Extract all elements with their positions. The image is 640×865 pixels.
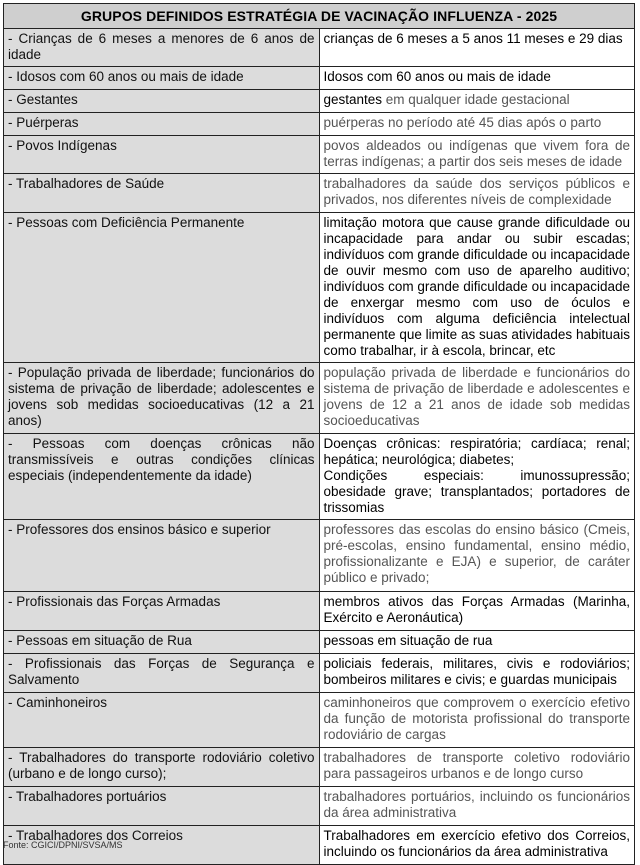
description-prefix: gestantes [323,92,383,107]
group-cell: - Trabalhadores de Saúde [4,174,320,213]
description-cell: professores das escolas do ensino básico (Cmeis, pré-escolas, ensino fundamental, ensino médio, profissionalizante e EJA) e superior, de caráter público e privado; [319,520,635,592]
description-cell: policiais federais, militares, civis e rodoviários; bombeiros militares e civis; e guardas municipais [319,654,635,693]
description-cell: limitação motora que cause grande dificuldade ou incapacidade para andar ou subir escadas; indivíduos com grande dificuldade ou incapacidade de ouvir mesmo com uso de aparelho auditivo; indivíduos com grande dificuldade ou incapacidade de enxergar mesmo com uso de óculos e indivíduos com alguma deficiência intelectual permanente que limite as suas atividades habituais como trabalhar, ir à escola, brincar, etc [319,213,635,363]
description-cell: caminhoneiros que comprovem o exercício efetivo da função de motorista profissional do transporte rodoviário de cargas [319,693,635,748]
title-row [4,4,635,29]
vaccination-groups-table [3,3,635,865]
group-cell: - Gestantes [4,90,320,113]
table-row [4,213,635,363]
group-cell: - Caminhoneiros [4,693,320,748]
table-row [4,174,635,213]
group-cell: - Professores dos ensinos básico e superior [4,520,320,592]
table-row [4,787,635,826]
description-cell: população privada de liberdade e funcionários do sistema de privação de liberdade e adolescentes e jovens de 12 a 21 anos de idade sob medidas socioeducativas [319,363,635,434]
description-cell: trabalhadores portuários, incluindo os funcionários da área administrativa [319,787,635,826]
description-cell: Idosos com 60 anos ou mais de idade [319,67,635,90]
description-cell: crianças de 6 meses a 5 anos 11 meses e 29 dias [319,29,635,67]
group-cell: - Profissionais das Forças de Segurança e Salvamento [4,654,320,693]
group-cell: - Trabalhadores do transporte rodoviário coletivo (urbano e de longo curso); [4,748,320,787]
group-cell: - Trabalhadores portuários [4,787,320,826]
description-cell: trabalhadores de transporte coletivo rodoviário para passageiros urbanos e de longo curso [319,748,635,787]
description-cell: Trabalhadores em exercício efetivo dos Correios, incluindo os funcionários da área administrativa [319,826,635,865]
group-cell: - Povos Indígenas [4,136,320,174]
description-cell: pessoas em situação de rua [319,631,635,654]
description-cell [319,434,635,520]
table-row [4,90,635,113]
table-row [4,136,635,174]
document [3,3,635,865]
group-cell: - Pessoas em situação de Rua [4,631,320,654]
table-row [4,592,635,631]
table-row [4,113,635,136]
table-row [4,748,635,787]
table-row [4,631,635,654]
description-cell: puérperas no período até 45 dias após o parto [319,113,635,136]
table-body [4,29,635,865]
group-cell: - População privada de liberdade; funcionários do sistema de privação de liberdade; adolescentes e jovens sob medidas socioeducativas (12 a 21 anos) [4,363,320,434]
table-row [4,67,635,90]
group-cell: - Pessoas com doenças crônicas não transmissíveis e outras condições clínicas especiais (independentemente da idade) [4,434,320,520]
description-line: Condições especiais: imunossupressão; obesidade grave; transplantados; portadores de trissomias [323,468,630,515]
table-title: GRUPOS DEFINIDOS ESTRATÉGIA DE VACINAÇÃO INFLUENZA - 2025 [4,4,635,29]
description-cell [319,90,635,113]
group-cell: - Profissionais das Forças Armadas [4,592,320,631]
description-cell: povos aldeados ou indígenas que vivem fora de terras indígenas; a partir dos seis meses de idade [319,136,635,174]
description-cell: trabalhadores da saúde dos serviços públicos e privados, nos diferentes níveis de complexidade [319,174,635,213]
table-row [4,363,635,434]
source-note: Fonte: CGICI/DPNI/SVSA/MS [3,840,123,850]
description-cell: membros ativos das Forças Armadas (Marinha, Exército e Aeronáutica) [319,592,635,631]
table-row [4,520,635,592]
group-cell: - Trabalhadores dos Correios [4,826,320,865]
table-row [4,29,635,67]
group-cell: - Idosos com 60 anos ou mais de idade [4,67,320,90]
group-cell: - Puérperas [4,113,320,136]
description-suffix: em qualquer idade gestacional [382,92,570,107]
table-row [4,654,635,693]
description-line: Doenças crônicas: respiratória; cardíaca; renal; hepática; neurológica; diabetes; [323,436,630,467]
table-row [4,693,635,748]
group-cell: - Crianças de 6 meses a menores de 6 anos de idade [4,29,320,67]
table-row [4,434,635,520]
group-cell: - Pessoas com Deficiência Permanente [4,213,320,363]
